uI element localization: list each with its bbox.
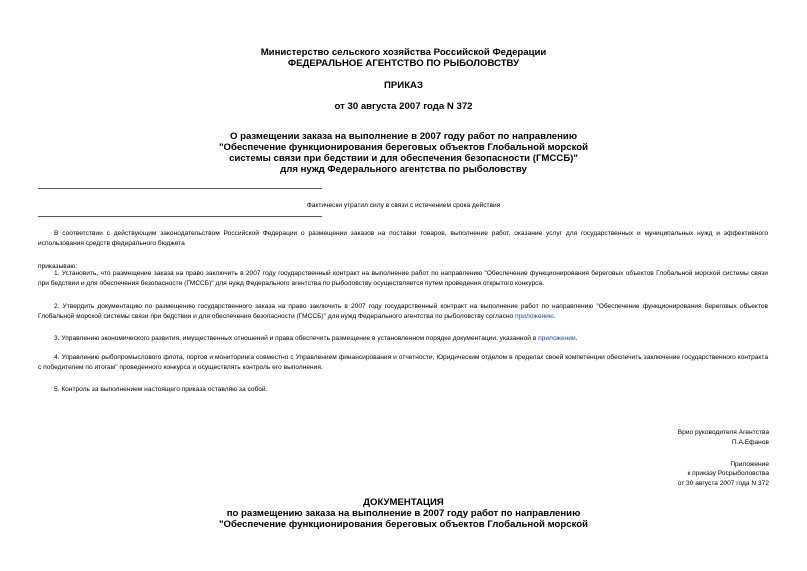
divider-top — [38, 188, 322, 189]
title-line-1: О размещении заказа на выполнение в 2007 году работ по направлению — [229, 131, 578, 142]
signature-name: П.А.Ефанов — [731, 439, 769, 446]
appendix-link[interactable]: приложению — [515, 313, 554, 320]
order-item-3: 3. Управлению экономического развития, имущественных отношений и права обеспечить размещение в установленном порядке документации, указанной в приложении. — [54, 335, 578, 342]
appendix-link-2[interactable]: приложении — [538, 335, 576, 342]
order-item-1: 1. Установить, что размещение заказа на право заключить в 2007 году государственный контракт на выполнение работ по направлению "Обеспечение функционирования береговых объектов Глобальной морской системы связи при бедствии и для обеспечения безопасности (ГМССБ)" для нужд Федерального агентства по рыболовству осуществляется путем проведения открытого конкурса. — [38, 270, 768, 287]
status-note: Фактически утратил силу в связи с истечением срока действия — [306, 202, 501, 209]
appendix-line-3: от 30 августа 2007 года N 372 — [677, 480, 769, 487]
divider-bottom — [38, 216, 322, 217]
order-item-4: 4. Управлению рыбопромыслового флота, портов и мониторинга совместно с Управлением финансирования и отчетности, Юридическим отделом в пределах своей компетенции обеспечить заключение государственного контракта с победителем по итогам" проведенного конкурса и осуществлять контроль его выполнения. — [38, 354, 768, 371]
documentation-line-2: "Обеспечение функционирования береговых объектов Глобальной морской — [218, 519, 589, 530]
signature-position: Врио руководителя Агентства — [677, 429, 769, 436]
doc-date: от 30 августа 2007 года N 372 — [334, 101, 473, 112]
doc-type: ПРИКАЗ — [384, 80, 423, 91]
documentation-heading: ДОКУМЕНТАЦИЯ — [363, 497, 444, 508]
title-line-4: для нужд Федерального агентства по рыболовству — [280, 164, 527, 175]
title-line-3: системы связи при бедствии и для обеспечения безопасности (ГМССБ)" — [229, 153, 578, 164]
appendix-line-2: к приказу Росрыболовства — [687, 470, 769, 477]
preamble: В соответствии с действующим законодательством Российской Федерации о размещении заказов на поставки товаров, выполнение работ, оказание услуг для государственных и муниципальных нужд и эффективного использования средств федерального бюджета — [38, 230, 768, 247]
appendix-label: Приложение — [730, 461, 769, 468]
ministry-name: Министерство сельского хозяйства Российской Федерации — [260, 47, 547, 58]
order-item-2-text: 2. Утвердить документацию по размещению государственного заказа на право заключить в 2007 году государственный контракт на выполнение работ по направлению "Обеспечение функционирования береговых объектов Глобальной морской системы связи при бедствии и для обеспечения безопасности (ГМССБ)" для нужд Федерального агентства по рыболовству согласно — [38, 303, 768, 320]
order-item-2: 2. Утвердить документацию по размещению государственного заказа на право заключить в 2007 году государственный контракт на выполнение работ по направлению "Обеспечение функционирования береговых объектов Глобальной морской системы связи при бедствии и для обеспечения безопасности (ГМССБ)" для нужд Федерального агентства по рыболовству согласно приложению. — [38, 303, 768, 320]
order-word: приказываю: — [38, 263, 78, 270]
order-item-3-text: 3. Управлению экономического развития, имущественных отношений и права обеспечить размещение в установленном порядке документации, указанной в — [54, 335, 537, 342]
title-line-2: "Обеспечение функционирования береговых объектов Глобальной морской — [218, 142, 589, 153]
order-item-5: 5. Контроль за выполнением настоящего приказа оставляю за собой. — [54, 386, 268, 393]
documentation-line-1: по размещению заказа на выполнение в 2007 году работ по направлению — [226, 508, 581, 519]
agency-name: ФЕДЕРАЛЬНОЕ АГЕНТСТВО ПО РЫБОЛОВСТВУ — [287, 58, 520, 69]
